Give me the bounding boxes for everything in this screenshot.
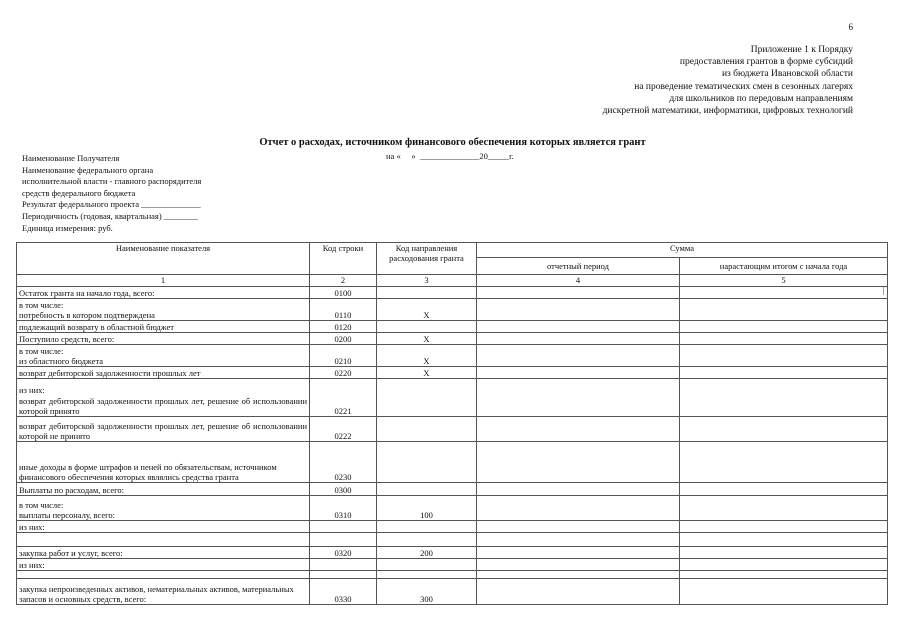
indicator-name-cell: Выплаты по расходам, всего:: [17, 483, 310, 496]
appendix-header: [603, 44, 853, 117]
reporting-period-value-cell: [477, 345, 680, 367]
cumulative-value-cell: [680, 533, 888, 547]
row-code-cell: 0320: [310, 547, 377, 559]
direction-code-cell: [377, 442, 477, 483]
row-code-cell: [310, 571, 377, 579]
header-row-code: Код строки: [310, 243, 377, 275]
table-row: [17, 417, 888, 442]
appendix-line: из бюджета Ивановской области: [721, 69, 853, 80]
indicator-name-cell: из них:: [17, 521, 310, 533]
direction-code-cell: [377, 521, 477, 533]
column-number: 3: [377, 275, 477, 287]
table-row: [17, 367, 888, 379]
reporting-period-value-cell: [477, 547, 680, 559]
direction-code-cell: [377, 417, 477, 442]
reporting-period-value-cell: [477, 521, 680, 533]
cumulative-value-cell: [680, 483, 888, 496]
row-code-cell: 0220: [310, 367, 377, 379]
indicator-name-cell: закупка работ и услуг, всего:: [17, 547, 310, 559]
cumulative-value-cell: [680, 559, 888, 571]
direction-code-cell: 100: [377, 496, 477, 521]
direction-code-cell: 300: [377, 579, 477, 605]
direction-code-cell: [377, 483, 477, 496]
row-code-cell: [310, 559, 377, 571]
cumulative-value-cell: [680, 287, 888, 299]
row-code-cell: 0230: [310, 442, 377, 483]
header-cumulative: нарастающим итогом с начала года: [680, 258, 888, 275]
indicator-name-cell: в том числе: потребность в котором подтверждена: [17, 299, 310, 321]
report-date-line: на « » ______________20_____г.: [386, 151, 514, 161]
expense-report-table: [16, 242, 888, 605]
column-number: 5: [680, 275, 888, 287]
direction-code-cell: [377, 571, 477, 579]
header-sum: Сумма: [477, 243, 888, 258]
cumulative-value-cell: [680, 345, 888, 367]
indicator-name-cell: закупка непроизведенных активов, нематериальных активов, материальных запасов и основных средств, всего:: [17, 579, 310, 605]
header-reporting-period: отчетный период: [477, 258, 680, 275]
row-code-cell: 0300: [310, 483, 377, 496]
table-header: [17, 243, 888, 287]
reporting-period-value-cell: [477, 417, 680, 442]
indicator-name-cell: возврат дебиторской задолженности прошлых лет, решение об использовании которой не принято: [17, 417, 310, 442]
direction-code-cell: X: [377, 367, 477, 379]
row-code-cell: 0222: [310, 417, 377, 442]
table-row: [17, 547, 888, 559]
meta-line: исполнительной власти - главного распорядителя: [22, 176, 202, 187]
appendix-line: Приложение 1 к Порядку: [750, 45, 853, 55]
indicator-name-cell: Поступило средств, всего:: [17, 333, 310, 345]
table-row: [17, 379, 888, 417]
table-row: [17, 579, 888, 605]
reporting-period-value-cell: [477, 559, 680, 571]
appendix-line: для школьников по передовым направлениям: [669, 93, 853, 104]
cumulative-value-cell: [680, 367, 888, 379]
reporting-period-value-cell: [477, 321, 680, 333]
table-row: [17, 571, 888, 579]
appendix-line: на проведение тематических смен в сезонных лагерях: [634, 81, 853, 92]
cumulative-value-cell: [680, 547, 888, 559]
meta-line: Наименование Получателя: [22, 153, 120, 163]
table-row: [17, 333, 888, 345]
row-code-cell: 0200: [310, 333, 377, 345]
cumulative-value-cell: [680, 299, 888, 321]
direction-code-cell: [377, 559, 477, 571]
direction-code-cell: [377, 533, 477, 547]
report-title: Отчет о расходах, источником финансового обеспечения которых является грант: [259, 137, 646, 148]
meta-line: средств федерального бюджета: [22, 187, 136, 198]
reporting-period-value-cell: [477, 442, 680, 483]
reporting-period-value-cell: [477, 496, 680, 521]
row-code-cell: 0310: [310, 496, 377, 521]
reporting-period-value-cell: [477, 579, 680, 605]
meta-line: Единица измерения: руб.: [22, 222, 113, 233]
table-row: [17, 287, 888, 299]
column-number: 2: [310, 275, 377, 287]
header-indicator-name: Наименование показателя: [17, 243, 310, 275]
direction-code-cell: 200: [377, 547, 477, 559]
cumulative-value-cell: [680, 333, 888, 345]
reporting-period-value-cell: [477, 571, 680, 579]
reporting-period-value-cell: [477, 379, 680, 417]
report-meta: [22, 153, 201, 234]
table-row: [17, 321, 888, 333]
row-code-cell: 0100: [310, 287, 377, 299]
indicator-name-cell: в том числе: из областного бюджета: [17, 345, 310, 367]
reporting-period-value-cell: [477, 533, 680, 547]
indicator-name-cell: из них:: [17, 559, 310, 571]
cumulative-value-cell: [680, 442, 888, 483]
direction-code-cell: X: [377, 333, 477, 345]
row-code-cell: [310, 521, 377, 533]
indicator-name-cell: подлежащий возврату в областной бюджет: [17, 321, 310, 333]
direction-code-cell: [377, 287, 477, 299]
table-body: [17, 287, 888, 605]
cumulative-value-cell: [680, 321, 888, 333]
direction-code-cell: X: [377, 345, 477, 367]
table-row: [17, 483, 888, 496]
row-code-cell: 0210: [310, 345, 377, 367]
appendix-line: дискретной математики, информатики, цифровых технологий: [602, 106, 853, 117]
indicator-name-cell: иные доходы в форме штрафов и пеней по обязательствам, источником финансового обеспечения которых являлись средства гранта: [17, 442, 310, 483]
direction-code-cell: X: [377, 299, 477, 321]
appendix-line: предоставления грантов в форме субсидий: [679, 57, 853, 68]
cumulative-value-cell: [680, 379, 888, 417]
reporting-period-value-cell: [477, 287, 680, 299]
page-number: 6: [848, 22, 853, 32]
table-edge-mark: |: [883, 286, 885, 295]
direction-code-cell: [377, 321, 477, 333]
table-row: [17, 299, 888, 321]
cumulative-value-cell: [680, 579, 888, 605]
row-code-cell: 0110: [310, 299, 377, 321]
table-row: [17, 496, 888, 521]
reporting-period-value-cell: [477, 367, 680, 379]
table-row: [17, 559, 888, 571]
meta-line: Периодичность (годовая, квартальная) ________: [22, 210, 198, 221]
reporting-period-value-cell: [477, 299, 680, 321]
row-code-cell: 0120: [310, 321, 377, 333]
meta-line: Результат федерального проекта ______________: [22, 199, 201, 210]
cumulative-value-cell: [680, 521, 888, 533]
indicator-name-cell: в том числе: выплаты персоналу, всего:: [17, 496, 310, 521]
row-code-cell: 0330: [310, 579, 377, 605]
cumulative-value-cell: [680, 496, 888, 521]
table-row: [17, 442, 888, 483]
header-direction-code: Код направления расходования гранта: [377, 243, 477, 275]
reporting-period-value-cell: [477, 333, 680, 345]
cumulative-value-cell: [680, 571, 888, 579]
column-number: 1: [17, 275, 310, 287]
table-row: [17, 521, 888, 533]
table-row: [17, 533, 888, 547]
meta-line: Наименование федерального органа: [22, 164, 154, 175]
reporting-period-value-cell: [477, 483, 680, 496]
table-row: [17, 345, 888, 367]
indicator-name-cell: [17, 533, 310, 547]
row-code-cell: 0221: [310, 379, 377, 417]
indicator-name-cell: из них: возврат дебиторской задолженности прошлых лет, решение об использовании которой принято: [17, 379, 310, 417]
indicator-name-cell: [17, 571, 310, 579]
direction-code-cell: [377, 379, 477, 417]
column-number: 4: [477, 275, 680, 287]
indicator-name-cell: возврат дебиторской задолженности прошлых лет: [17, 367, 310, 379]
indicator-name-cell: Остаток гранта на начало года, всего:: [17, 287, 310, 299]
row-code-cell: [310, 533, 377, 547]
cumulative-value-cell: [680, 417, 888, 442]
